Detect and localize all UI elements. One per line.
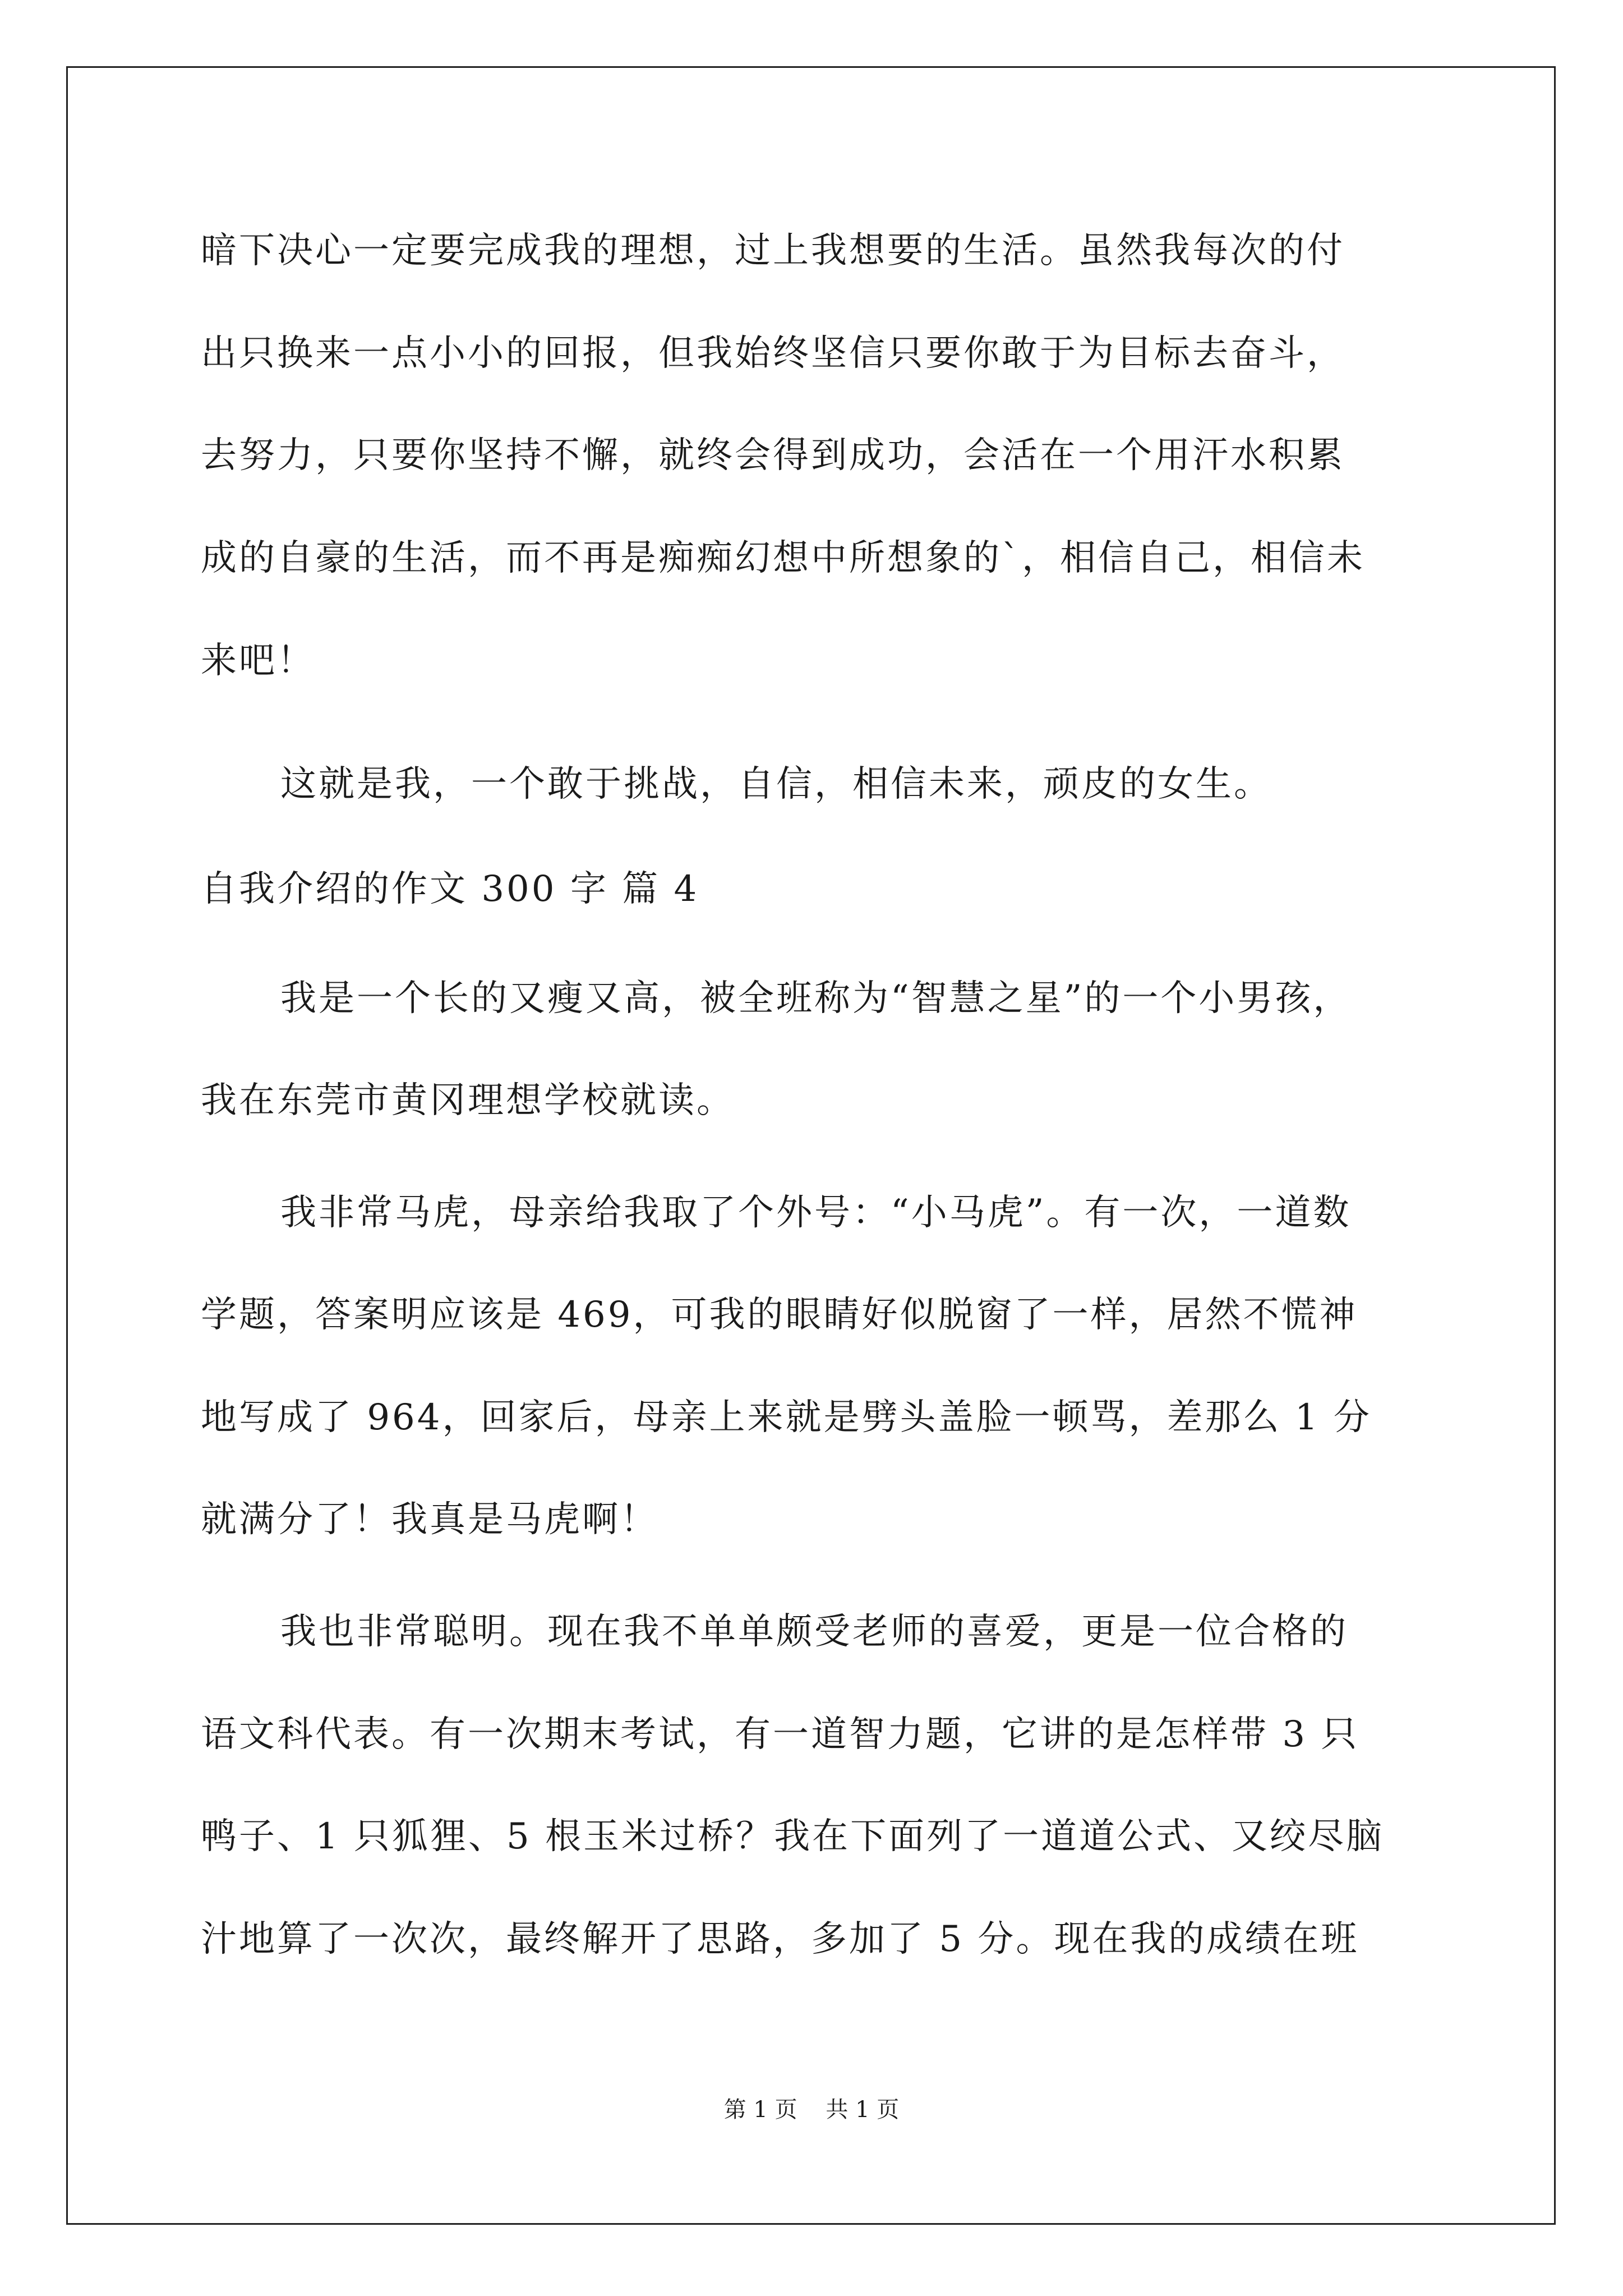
paragraph-line: 我非常马虎，母亲给我取了个外号：“小马虎”。有一次，一道数 <box>280 1192 1352 1234</box>
paragraph-line: 我也非常聪明。现在我不单单颇受老师的喜爱，更是一位合格的 <box>280 1611 1348 1653</box>
body-text-line: 出只换来一点小小的回报，但我始终坚信只要你敢于为目标去奋斗， <box>201 333 1345 374</box>
page-border <box>66 66 1556 2225</box>
body-text-line: 成的自豪的生活，而不再是痴痴幻想中所想象的`，相信自己，相信未 <box>201 537 1365 579</box>
body-text-line: 来吧！ <box>201 640 315 682</box>
page-number-footer: 第 1 页 共 1 页 <box>723 2097 900 2123</box>
body-text-line: 学题，答案明应该是 469，可我的眼睛好似脱窗了一样，居然不慌神 <box>201 1294 1358 1336</box>
body-text-line: 暗下决心一定要完成我的理想，过上我想要的生活。虽然我每次的付 <box>201 230 1345 272</box>
body-text-line: 鸭子、1 只狐狸、5 根玉米过桥？我在下面列了一道道公式、又绞尽脑 <box>201 1816 1385 1857</box>
body-text-line: 就满分了！我真是马虎啊！ <box>201 1499 658 1540</box>
section-heading: 自我介绍的作文 300 字 篇 4 <box>201 868 699 910</box>
body-text-line: 去努力，只要你坚持不懈，就终会得到成功，会活在一个用汗水积累 <box>201 435 1345 476</box>
body-text-line: 我在东莞市黄冈理想学校就读。 <box>201 1080 735 1121</box>
paragraph-line: 我是一个长的又瘦又高，被全班称为“智慧之星”的一个小男孩， <box>280 978 1352 1019</box>
body-text-line: 地写成了 964，回家后，母亲上来就是劈头盖脸一顿骂，差那么 1 分 <box>201 1397 1372 1438</box>
paragraph-line: 这就是我，一个敢于挑战，自信，相信未来，顽皮的女生。 <box>280 763 1272 805</box>
body-text-line: 语文科代表。有一次期末考试，有一道智力题，它讲的是怎样带 3 只 <box>201 1714 1359 1755</box>
body-text-line: 汁地算了一次次，最终解开了思路，多加了 5 分。现在我的成绩在班 <box>201 1918 1359 1960</box>
